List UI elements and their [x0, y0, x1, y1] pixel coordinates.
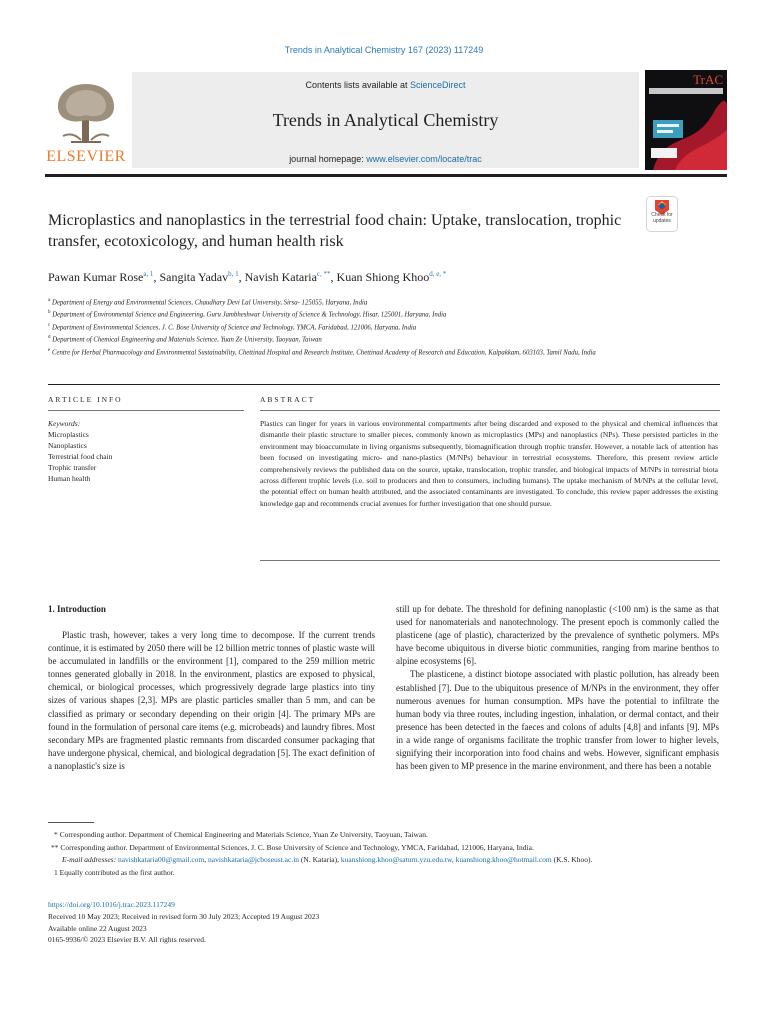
cover-art-icon: [645, 70, 727, 170]
keywords-label: Keywords:: [48, 419, 81, 428]
author-separator: ,: [330, 270, 337, 284]
author-name[interactable]: Kuan Shiong Khoo: [336, 270, 430, 284]
copyright-notice: 0165-9936/© 2023 Elsevier B.V. All rights reserved.: [48, 935, 206, 945]
abstract-end-rule: [260, 560, 720, 561]
footnote-equal-contribution: 1 Equally contributed as the first author.: [54, 868, 175, 877]
affiliation-marker: d: [48, 335, 51, 341]
footnote-corresponding-2: ** Corresponding author. Department of Environmental Sciences, J. C. Bose University of Science and Technology, YMCA, Faridabad, 121006, Haryana, India.: [51, 843, 534, 852]
affiliation-text: Department of Environmental Sciences, J. C. Bose University of Science and Technology, YMCA, Faridabad, 121006, Haryana, India: [51, 324, 417, 332]
email-link[interactable]: kuanshiong.khoo@hotmail.com: [455, 855, 552, 864]
journal-header: [45, 70, 727, 174]
publication-info: [48, 899, 720, 946]
keywords-list: [48, 429, 112, 484]
check-for-updates-label[interactable]: Check for updates: [651, 212, 673, 224]
sciencedirect-link[interactable]: ScienceDirect: [410, 80, 466, 90]
email-link[interactable]: navishkataria00@gmail.com: [117, 855, 205, 864]
author-list: [48, 270, 728, 285]
intro-paragraph: The plasticene, a distinct biotope associated with plastic pollution, has already been established [7]. Due to the ubiquitous presence of M/NPs in the environment, they offer numerous avenues for human consumption. MPs have the potential to infiltrate the human body via three routes, including ingestion, inhalation, or dermal contact, and their presence has been detected in the faeces and colons of adults [4,8] and infants [9]. MPs in a wide range of organisms facilitate the trophic transfer from lower to higher levels, signifying their incorporation into food chains and webs. However, significant emphasis has been given to MP presence in the marine environment, and there has been a notable: [396, 669, 719, 772]
author-superscript[interactable]: c, **: [316, 270, 331, 278]
contents-line: [132, 80, 639, 90]
affiliation-item: [48, 346, 728, 358]
affiliation-item: [48, 333, 728, 345]
elsevier-logo[interactable]: [45, 70, 127, 170]
affiliation-text: Department of Environmental Science and Engineering, Guru Jambheshwar University of Science & Technology, Hisar, 125001, Haryana, India: [52, 311, 447, 319]
email-note: (K.S. Khoo).: [551, 855, 593, 864]
homepage-line: [132, 154, 639, 164]
abstract-body: Plastics can linger for years in various environmental compartments after being discarded and exposed to the physical and chemical influences that dismantle their plastic structure to smaller pieces, commonly known as microplastics (MPs) and nanoplastics (NPs). These persisted particles in the environment may bioaccumulate in living organisms subsequently, biomagnification through trophic transfer. However, a notable lack of attention has been focused on investigating micro- and nano-plastics (M/NPs) behaviour in terrestrial ecosystems. Therefore, this present review article comprehensively reviews the published data on the source, uptake, translocation, trophic transfer, and biological impacts of M/NPs in terrestrial biota across different trophic levels (i.e. soil to producers and then to consumers, including humans). The uptake mechanism of M/NPs at the cellular level, the potential effect on human health attributed, and the associated contaminants are investigated. To conclude, this review paper addresses the existing knowledge gap and recommends crucial avenues for further investigation that one should pursue.: [260, 419, 718, 508]
affiliation-marker: a: [48, 298, 51, 303]
affiliation-item: [48, 308, 728, 320]
author-name[interactable]: Pawan Kumar Rose: [48, 270, 144, 284]
introduction-heading: 1. Introduction: [48, 604, 106, 614]
affiliation-item: [48, 296, 728, 308]
intro-left-column: [48, 629, 375, 773]
section-divider: [48, 384, 720, 385]
article-info-heading: ARTICLE INFO: [48, 395, 123, 404]
article-info-rule: [48, 410, 244, 411]
author-superscript[interactable]: b, 1: [228, 270, 239, 278]
cover-title: TrAC: [693, 72, 723, 87]
email-note: (N. Kataria),: [299, 855, 341, 864]
affiliation-item: [48, 321, 728, 333]
author-separator: ,: [153, 270, 160, 284]
email-link[interactable]: kuanshiong.khoo@saturn.yzu.edu.tw: [340, 855, 452, 864]
journal-cover[interactable]: [645, 70, 727, 170]
contents-prefix: Contents lists available at: [305, 80, 411, 90]
publisher-name: ELSEVIER: [46, 148, 126, 165]
author-name[interactable]: Navish Kataria: [244, 270, 317, 284]
keyword-item: Human health: [48, 474, 91, 483]
elsevier-tree-icon: [51, 76, 121, 146]
journal-title: Trends in Analytical Chemistry: [272, 110, 499, 130]
author-superscript[interactable]: a, 1: [143, 270, 154, 278]
available-online: Available online 22 August 2023: [48, 923, 147, 933]
author-superscript[interactable]: d, e, *: [429, 270, 447, 278]
affiliation-text: Centre for Herbal Pharmacology and Environmental Sustainability, Chettinad Hospital and Research Institute, Chettinad Academy of Research and Education, Kalpakkam, 603103, Tamil Nadu, India: [51, 349, 596, 357]
keyword-item: Microplastics: [48, 430, 89, 439]
footnotes: [48, 828, 720, 879]
doi-link[interactable]: https://doi.org/10.1016/j.trac.2023.117249: [48, 900, 175, 909]
article-title: Microplastics and nanoplastics in the terrestrial food chain: Uptake, translocation, trophic transfer, ecotoxicology, and human health risk: [48, 212, 622, 250]
intro-paragraph: Plastic trash, however, takes a very long time to decompose. If the current trends continue, it is estimated by 2050 there will be 12 billion metric tonnes of plastic waste will be accumulated in landfills or the environment [1], compared to the 259 million metric tonnes generated globally in 2018. In the environment, plastics are exposed to physical, chemical, or biological processes, which progressively degrade large plastics into tiny sizes of various shapes [2,3]. MPs are plastic particles smaller than 5 mm, and can be classified as primary or secondary depending on their origin [4]. The primary MPs are found in the formulation of personal care items (e.g. microbeads) and laundry fibres. Most secondary MPs are fragmented plastic remnants from discarded consumer packaging that have undergone physical, chemical, and biological degradation [5]. The exact definition of a nanoplastic's size is: [48, 630, 375, 771]
author-separator: ,: [238, 270, 245, 284]
footnote-rule: [48, 822, 94, 823]
affiliation-list: [48, 296, 728, 358]
journal-info-panel: [132, 72, 639, 168]
email-label: E-mail addresses:: [62, 855, 118, 864]
journal-reference[interactable]: Trends in Analytical Chemistry 167 (2023) 117249: [284, 45, 484, 55]
abstract-rule: [260, 410, 720, 411]
keyword-item: Nanoplastics: [48, 441, 87, 450]
affiliation-marker: b: [48, 310, 51, 316]
header-divider: [45, 174, 727, 177]
keyword-item: Trophic transfer: [48, 463, 97, 472]
author-name[interactable]: Sangita Yadav: [159, 270, 229, 284]
intro-paragraph: still up for debate. The threshold for defining nanoplastic (<100 nm) is the same as that used for nanomaterials and nanotechnology. The present epoch is commonly called the plasticene (age of plastic), characterized by the prevalence of synthetic polymers. MPs have become ubiquitous in diverse biotic communities, ranging from marine benthos to alpine ecosystems [6].: [396, 604, 719, 667]
footnote-corresponding-1: * Corresponding author. Department of Chemical Engineering and Materials Science, Yuan Ze University, Taoyuan, Taiwan.: [54, 830, 428, 839]
email-link[interactable]: navishkataria@jcboseust.ac.in: [207, 855, 300, 864]
received-dates: Received 10 May 2023; Received in revised form 30 July 2023; Accepted 19 August 2023: [48, 911, 320, 921]
intro-right-column: [396, 603, 719, 773]
homepage-link[interactable]: www.elsevier.com/locate/trac: [366, 154, 482, 164]
abstract-heading: ABSTRACT: [260, 395, 316, 404]
affiliation-marker: e: [48, 347, 51, 353]
affiliation-text: Department of Energy and Environmental Sciences, Chaudhary Devi Lal University, Sirsa- 125055, Haryana, India: [51, 299, 368, 307]
keyword-item: Terrestrial food chain: [48, 452, 113, 461]
affiliation-marker: c: [48, 322, 51, 328]
homepage-prefix: journal homepage:: [289, 154, 367, 164]
affiliation-text: Department of Chemical Engineering and Materials Science, Yuan Ze University, Taoyuan, Taiwan: [52, 336, 322, 344]
footnote-emails: E-mail addresses: navishkataria00@gmail.com, navishkataria@jcboseust.ac.in (N. Kataria), kuanshiong.khoo@saturn.yzu.edu.tw, kuanshiong.khoo@hotmail.com (K.S. Khoo).: [62, 855, 593, 864]
